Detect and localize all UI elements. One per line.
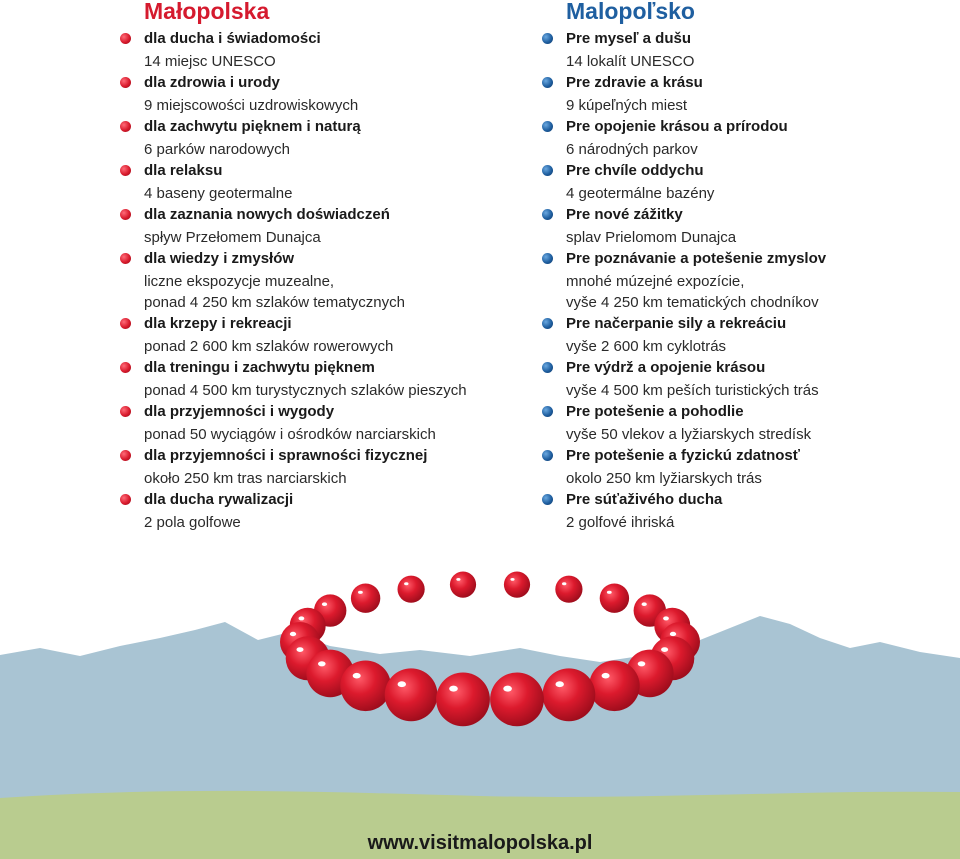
red-bullet-icon (120, 318, 131, 329)
landscape-illustration (0, 560, 960, 859)
bead (504, 572, 530, 598)
blue-bullet-icon (542, 253, 553, 264)
item-title: Pre opojenie krásou a prírodou (566, 118, 788, 135)
item-title: dla zachwytu pięknem i naturą (144, 118, 361, 135)
red-bullet-icon (120, 209, 131, 220)
bead-highlight (670, 632, 676, 636)
red-bullet-icon (120, 33, 131, 44)
item-desc: vyše 50 vlekov a lyžiarskych stredísk (566, 426, 812, 443)
polish-heading: Małopolska (144, 0, 270, 24)
red-bullet-icon (120, 165, 131, 176)
blue-bullet-icon (542, 165, 553, 176)
bead (543, 668, 596, 721)
red-bullet-icon (120, 77, 131, 88)
item-title: dla zdrowia i urody (144, 74, 280, 91)
item-desc-line: mnohé múzejné expozície, (566, 273, 745, 290)
blue-bullet-icon (542, 362, 553, 373)
item-title: Pre myseľ a dušu (566, 30, 692, 47)
item-desc-line: ponad 4 250 km szlaków tematycznych (144, 294, 405, 311)
item-desc-line: liczne ekspozycje muzealne, (144, 273, 335, 290)
bead-highlight (404, 582, 408, 585)
item-title: Pre chvíle oddychu (566, 162, 704, 179)
bead (450, 572, 476, 598)
bead-highlight (456, 578, 460, 581)
item-title: dla przyjemności i wygody (144, 403, 335, 420)
item-title: Pre poznávanie a potešenie zmyslov (566, 250, 827, 267)
blue-bullet-icon (542, 121, 553, 132)
bead-highlight (602, 673, 610, 679)
blue-bullet-icon (542, 77, 553, 88)
slovak-heading: Malopoľsko (566, 0, 695, 24)
bead-highlight (510, 578, 514, 581)
bead-highlight (297, 647, 304, 652)
item-title: Pre výdrž a opojenie krásou (566, 359, 766, 376)
blue-bullet-icon (542, 494, 553, 505)
bead (398, 576, 425, 603)
bead-highlight (663, 616, 669, 620)
item-desc (144, 271, 405, 313)
item-desc: 4 baseny geotermalne (144, 185, 293, 202)
bead (436, 673, 490, 727)
item-desc: 14 miejsc UNESCO (144, 53, 276, 70)
bead-highlight (322, 602, 327, 606)
item-title: dla ducha i świadomości (144, 30, 321, 47)
item-desc: 4 geotermálne bazény (566, 185, 715, 202)
blue-bullet-icon (542, 406, 553, 417)
bead (385, 668, 438, 721)
bead-highlight (556, 681, 564, 687)
bead-highlight (318, 661, 326, 666)
bead (600, 584, 629, 613)
bead-highlight (607, 591, 612, 594)
bead-highlight (638, 661, 646, 666)
bead (351, 584, 380, 613)
item-desc: 6 parków narodowych (144, 141, 290, 158)
item-desc: 2 pola golfowe (144, 514, 241, 531)
red-bullet-icon (120, 253, 131, 264)
item-desc: okolo 250 km lyžiarskych trás (566, 470, 762, 487)
bead-highlight (562, 582, 566, 585)
red-bullet-icon (120, 121, 131, 132)
item-title: dla relaksu (144, 162, 223, 179)
item-desc: ponad 2 600 km szlaków rowerowych (144, 338, 394, 355)
item-desc: około 250 km tras narciarskich (144, 470, 347, 487)
item-desc: 9 kúpeľných miest (566, 97, 688, 114)
bead-highlight (449, 686, 458, 692)
blue-bullet-icon (542, 209, 553, 220)
item-title: Pre nové zážitky (566, 206, 683, 223)
blue-bullet-icon (542, 450, 553, 461)
bead-highlight (299, 616, 305, 620)
item-desc: vyše 2 600 km cyklotrás (566, 338, 727, 355)
bead-highlight (642, 602, 647, 606)
bead-highlight (353, 673, 361, 679)
blue-bullet-icon (542, 33, 553, 44)
item-title: dla zaznania nowych doświadczeń (144, 206, 390, 223)
item-title: Pre zdravie a krásu (566, 74, 703, 91)
item-desc: vyše 4 500 km peších turistických trás (566, 382, 819, 399)
bead (490, 673, 544, 727)
bead-highlight (503, 686, 512, 692)
bead-highlight (358, 591, 363, 594)
bead (340, 661, 391, 712)
item-desc: 9 miejscowości uzdrowiskowych (144, 97, 359, 114)
item-title: dla wiedzy i zmysłów (144, 250, 295, 267)
item-desc: ponad 4 500 km turystycznych szlaków pieszych (144, 382, 467, 399)
item-title: dla treningu i zachwytu pięknem (144, 359, 375, 376)
red-bullet-icon (120, 406, 131, 417)
item-title: dla przyjemności i sprawności fizycznej (144, 447, 428, 464)
item-desc: 2 golfové ihriská (566, 514, 675, 531)
item-desc: ponad 50 wyciągów i ośrodków narciarskich (144, 426, 436, 443)
item-title: Pre potešenie a fyzickú zdatnosť (566, 447, 800, 464)
item-title: Pre potešenie a pohodlie (566, 403, 744, 420)
website-url: www.visitmalopolska.pl (367, 832, 593, 854)
item-desc: 14 lokalít UNESCO (566, 53, 695, 70)
item-desc-line: vyše 4 250 km tematických chodníkov (566, 294, 819, 311)
item-title: Pre načerpanie sily a rekreáciu (566, 315, 787, 332)
bead-highlight (290, 632, 296, 636)
item-title: Pre súťaživého ducha (566, 491, 723, 508)
bead (589, 661, 640, 712)
item-desc: splav Prielomom Dunajca (566, 229, 737, 246)
item-desc (566, 271, 819, 313)
item-title: dla krzepy i rekreacji (144, 315, 292, 332)
bead-highlight (661, 647, 668, 652)
blue-bullet-icon (542, 318, 553, 329)
bead (555, 576, 582, 603)
red-bullet-icon (120, 494, 131, 505)
item-title: dla ducha rywalizacji (144, 491, 294, 508)
bead-highlight (398, 681, 406, 687)
item-desc: spływ Przełomem Dunajca (144, 229, 321, 246)
red-bullet-icon (120, 450, 131, 461)
item-desc: 6 národných parkov (566, 141, 698, 158)
red-bullet-icon (120, 362, 131, 373)
